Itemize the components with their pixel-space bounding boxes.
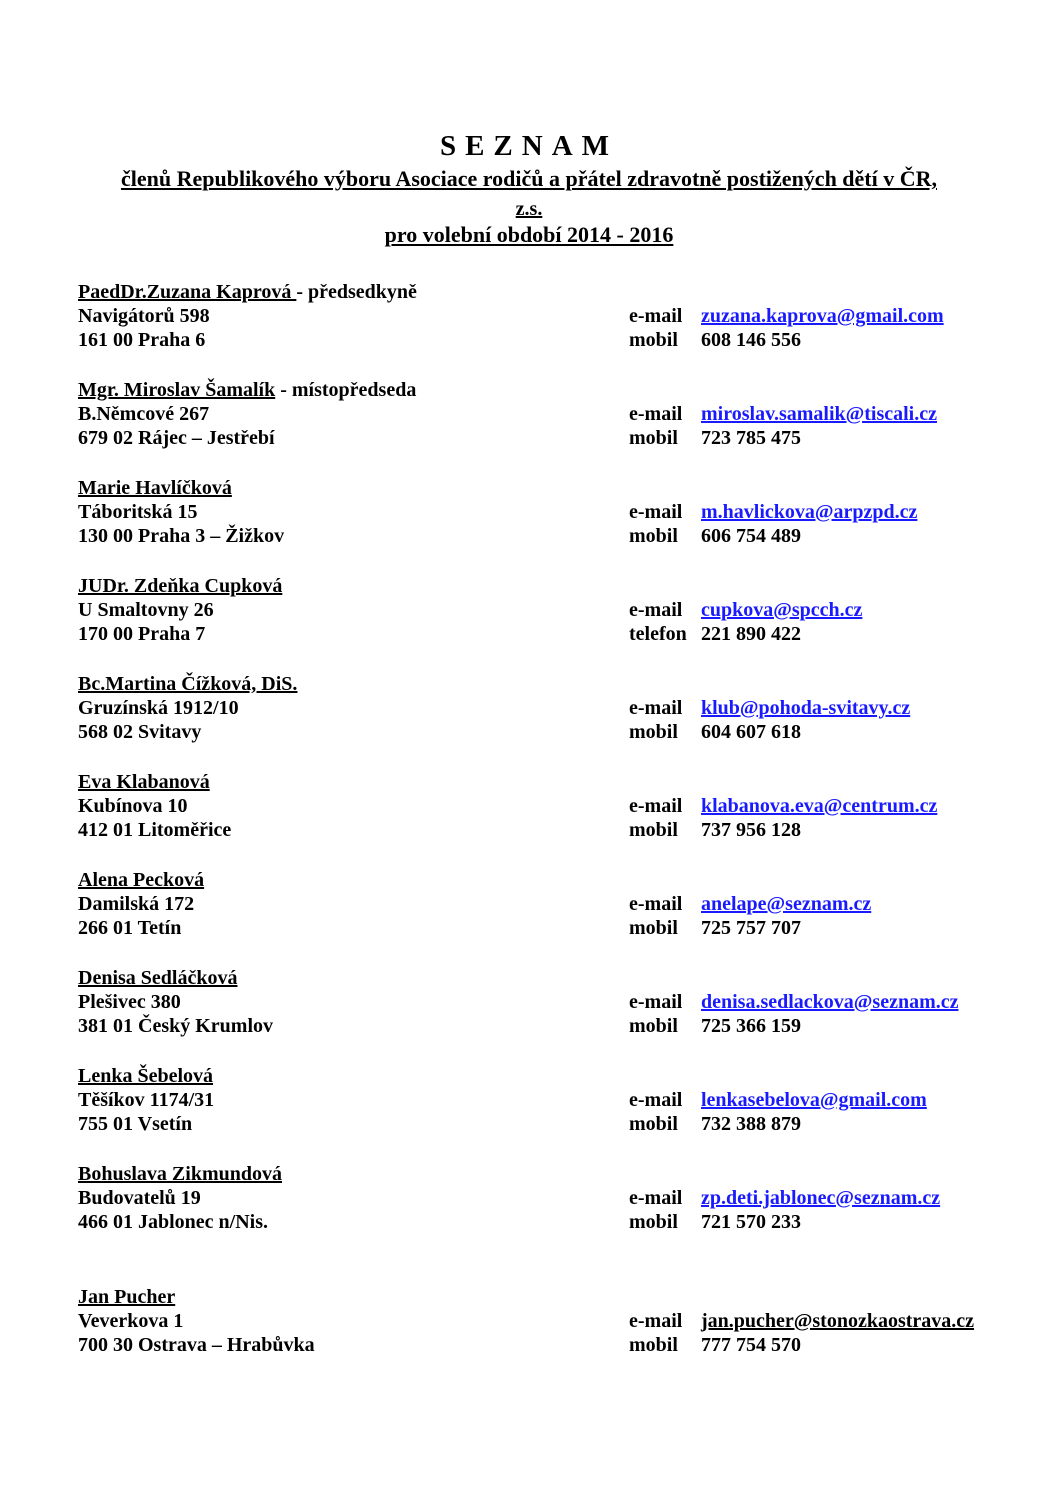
phone-label: mobil <box>629 1211 678 1233</box>
phone-number: 221 890 422 <box>701 623 801 645</box>
phone-number: 604 607 618 <box>701 721 801 743</box>
phone-number: 725 757 707 <box>701 917 801 939</box>
email-link[interactable]: miroslav.samalik@tiscali.cz <box>701 403 937 425</box>
member-street: Navigátorů 598 <box>78 305 210 327</box>
member-entry <box>78 1162 1018 1234</box>
member-street: Budovatelů 19 <box>78 1187 201 1209</box>
member-entry <box>78 672 1018 744</box>
phone-label: mobil <box>629 525 678 547</box>
phone-number: 723 785 475 <box>701 427 801 449</box>
phone-number: 737 956 128 <box>701 819 801 841</box>
member-entry <box>78 868 1018 940</box>
email-link[interactable]: m.havlickova@arpzpd.cz <box>701 501 918 523</box>
email-link[interactable]: cupkova@spcch.cz <box>701 599 863 621</box>
member-city: 679 02 Rájec – Jestřebí <box>78 427 275 449</box>
member-city: 755 01 Vsetín <box>78 1113 193 1135</box>
email-link[interactable]: denisa.sedlackova@seznam.cz <box>701 991 959 1013</box>
member-name: Eva Klabanová <box>78 771 210 793</box>
member-street: U Smaltovny 26 <box>78 599 214 621</box>
phone-label: mobil <box>629 329 678 351</box>
email-link[interactable]: klub@pohoda-svitavy.cz <box>701 697 911 719</box>
email-link[interactable]: klabanova.eva@centrum.cz <box>701 795 938 817</box>
email-label: e-mail <box>629 1187 683 1209</box>
member-name: Jan Pucher <box>78 1286 176 1308</box>
subtitle-organization: členů Republikového výboru Asociace rodičů a přátel zdravotně postižených dětí v ČR, <box>120 166 938 191</box>
email-link[interactable]: zuzana.kaprova@gmail.com <box>701 305 944 327</box>
member-name: Alena Pecková <box>78 869 205 891</box>
member-street: Veverkova 1 <box>78 1310 184 1332</box>
member-street: Gruzínská 1912/10 <box>78 697 239 719</box>
member-city: 381 01 Český Krumlov <box>78 1015 273 1037</box>
member-name: Lenka Šebelová <box>78 1065 214 1087</box>
member-city: 161 00 Praha 6 <box>78 329 206 351</box>
phone-number: 721 570 233 <box>701 1211 801 1233</box>
subtitle-legal-form: z.s. <box>515 198 543 220</box>
email-link[interactable]: jan.pucher@stonozkaostrava.cz <box>701 1310 975 1332</box>
email-label: e-mail <box>629 403 683 425</box>
member-city: 170 00 Praha 7 <box>78 623 206 645</box>
phone-label: mobil <box>629 1113 678 1135</box>
phone-number: 606 754 489 <box>701 525 801 547</box>
phone-label: mobil <box>629 917 678 939</box>
member-street: Plešivec 380 <box>78 991 181 1013</box>
member-name: Mgr. Miroslav Šamalík <box>78 379 276 401</box>
email-label: e-mail <box>629 305 683 327</box>
member-entry <box>78 1064 1018 1136</box>
member-entry <box>78 966 1018 1038</box>
member-city: 568 02 Svitavy <box>78 721 202 743</box>
phone-number: 732 388 879 <box>701 1113 801 1135</box>
phone-label: mobil <box>629 1015 678 1037</box>
member-name: Denisa Sedláčková <box>78 967 238 989</box>
email-link[interactable]: lenkasebelova@gmail.com <box>701 1089 927 1111</box>
email-label: e-mail <box>629 991 683 1013</box>
email-label: e-mail <box>629 1089 683 1111</box>
member-name: Marie Havlíčková <box>78 477 232 499</box>
member-name: PaedDr.Zuzana Kaprová <box>78 281 297 303</box>
member-entry <box>78 280 1018 352</box>
email-label: e-mail <box>629 599 683 621</box>
member-entry <box>78 378 1018 450</box>
member-entry <box>78 1285 1018 1357</box>
member-role: - předsedkyně <box>296 281 417 303</box>
page-title: SEZNAM <box>439 130 619 162</box>
email-label: e-mail <box>629 795 683 817</box>
member-street: B.Němcové 267 <box>78 403 210 425</box>
member-name: Bohuslava Zikmundová <box>78 1163 282 1185</box>
member-entry <box>78 476 1018 548</box>
member-name: Bc.Martina Čížková, DiS. <box>78 673 298 695</box>
email-link[interactable]: anelape@seznam.cz <box>701 893 872 915</box>
member-city: 466 01 Jablonec n/Nis. <box>78 1211 269 1233</box>
member-city: 412 01 Litoměřice <box>78 819 232 841</box>
member-street: Damilská 172 <box>78 893 195 915</box>
member-entry <box>78 770 1018 842</box>
phone-label: mobil <box>629 721 678 743</box>
phone-label: mobil <box>629 819 678 841</box>
email-label: e-mail <box>629 697 683 719</box>
member-city: 130 00 Praha 3 – Žižkov <box>78 525 285 547</box>
email-label: e-mail <box>629 1310 683 1332</box>
phone-number: 725 366 159 <box>701 1015 801 1037</box>
phone-label: telefon <box>629 623 687 645</box>
email-label: e-mail <box>629 501 683 523</box>
subtitle-period: pro volební období 2014 - 2016 <box>384 222 674 247</box>
member-name: JUDr. Zdeňka Cupková <box>78 575 283 597</box>
phone-label: mobil <box>629 427 678 449</box>
member-role: - místopředseda <box>275 379 417 401</box>
member-city: 700 30 Ostrava – Hrabůvka <box>78 1334 315 1356</box>
phone-label: mobil <box>629 1334 678 1356</box>
member-street: Těšíkov 1174/31 <box>78 1089 215 1111</box>
member-street: Kubínova 10 <box>78 795 188 817</box>
email-label: e-mail <box>629 893 683 915</box>
member-street: Táboritská 15 <box>78 501 198 523</box>
email-link[interactable]: zp.deti.jablonec@seznam.cz <box>701 1187 941 1209</box>
member-entry <box>78 574 1018 646</box>
member-city: 266 01 Tetín <box>78 917 182 939</box>
phone-number: 777 754 570 <box>701 1334 801 1356</box>
phone-number: 608 146 556 <box>701 329 801 351</box>
